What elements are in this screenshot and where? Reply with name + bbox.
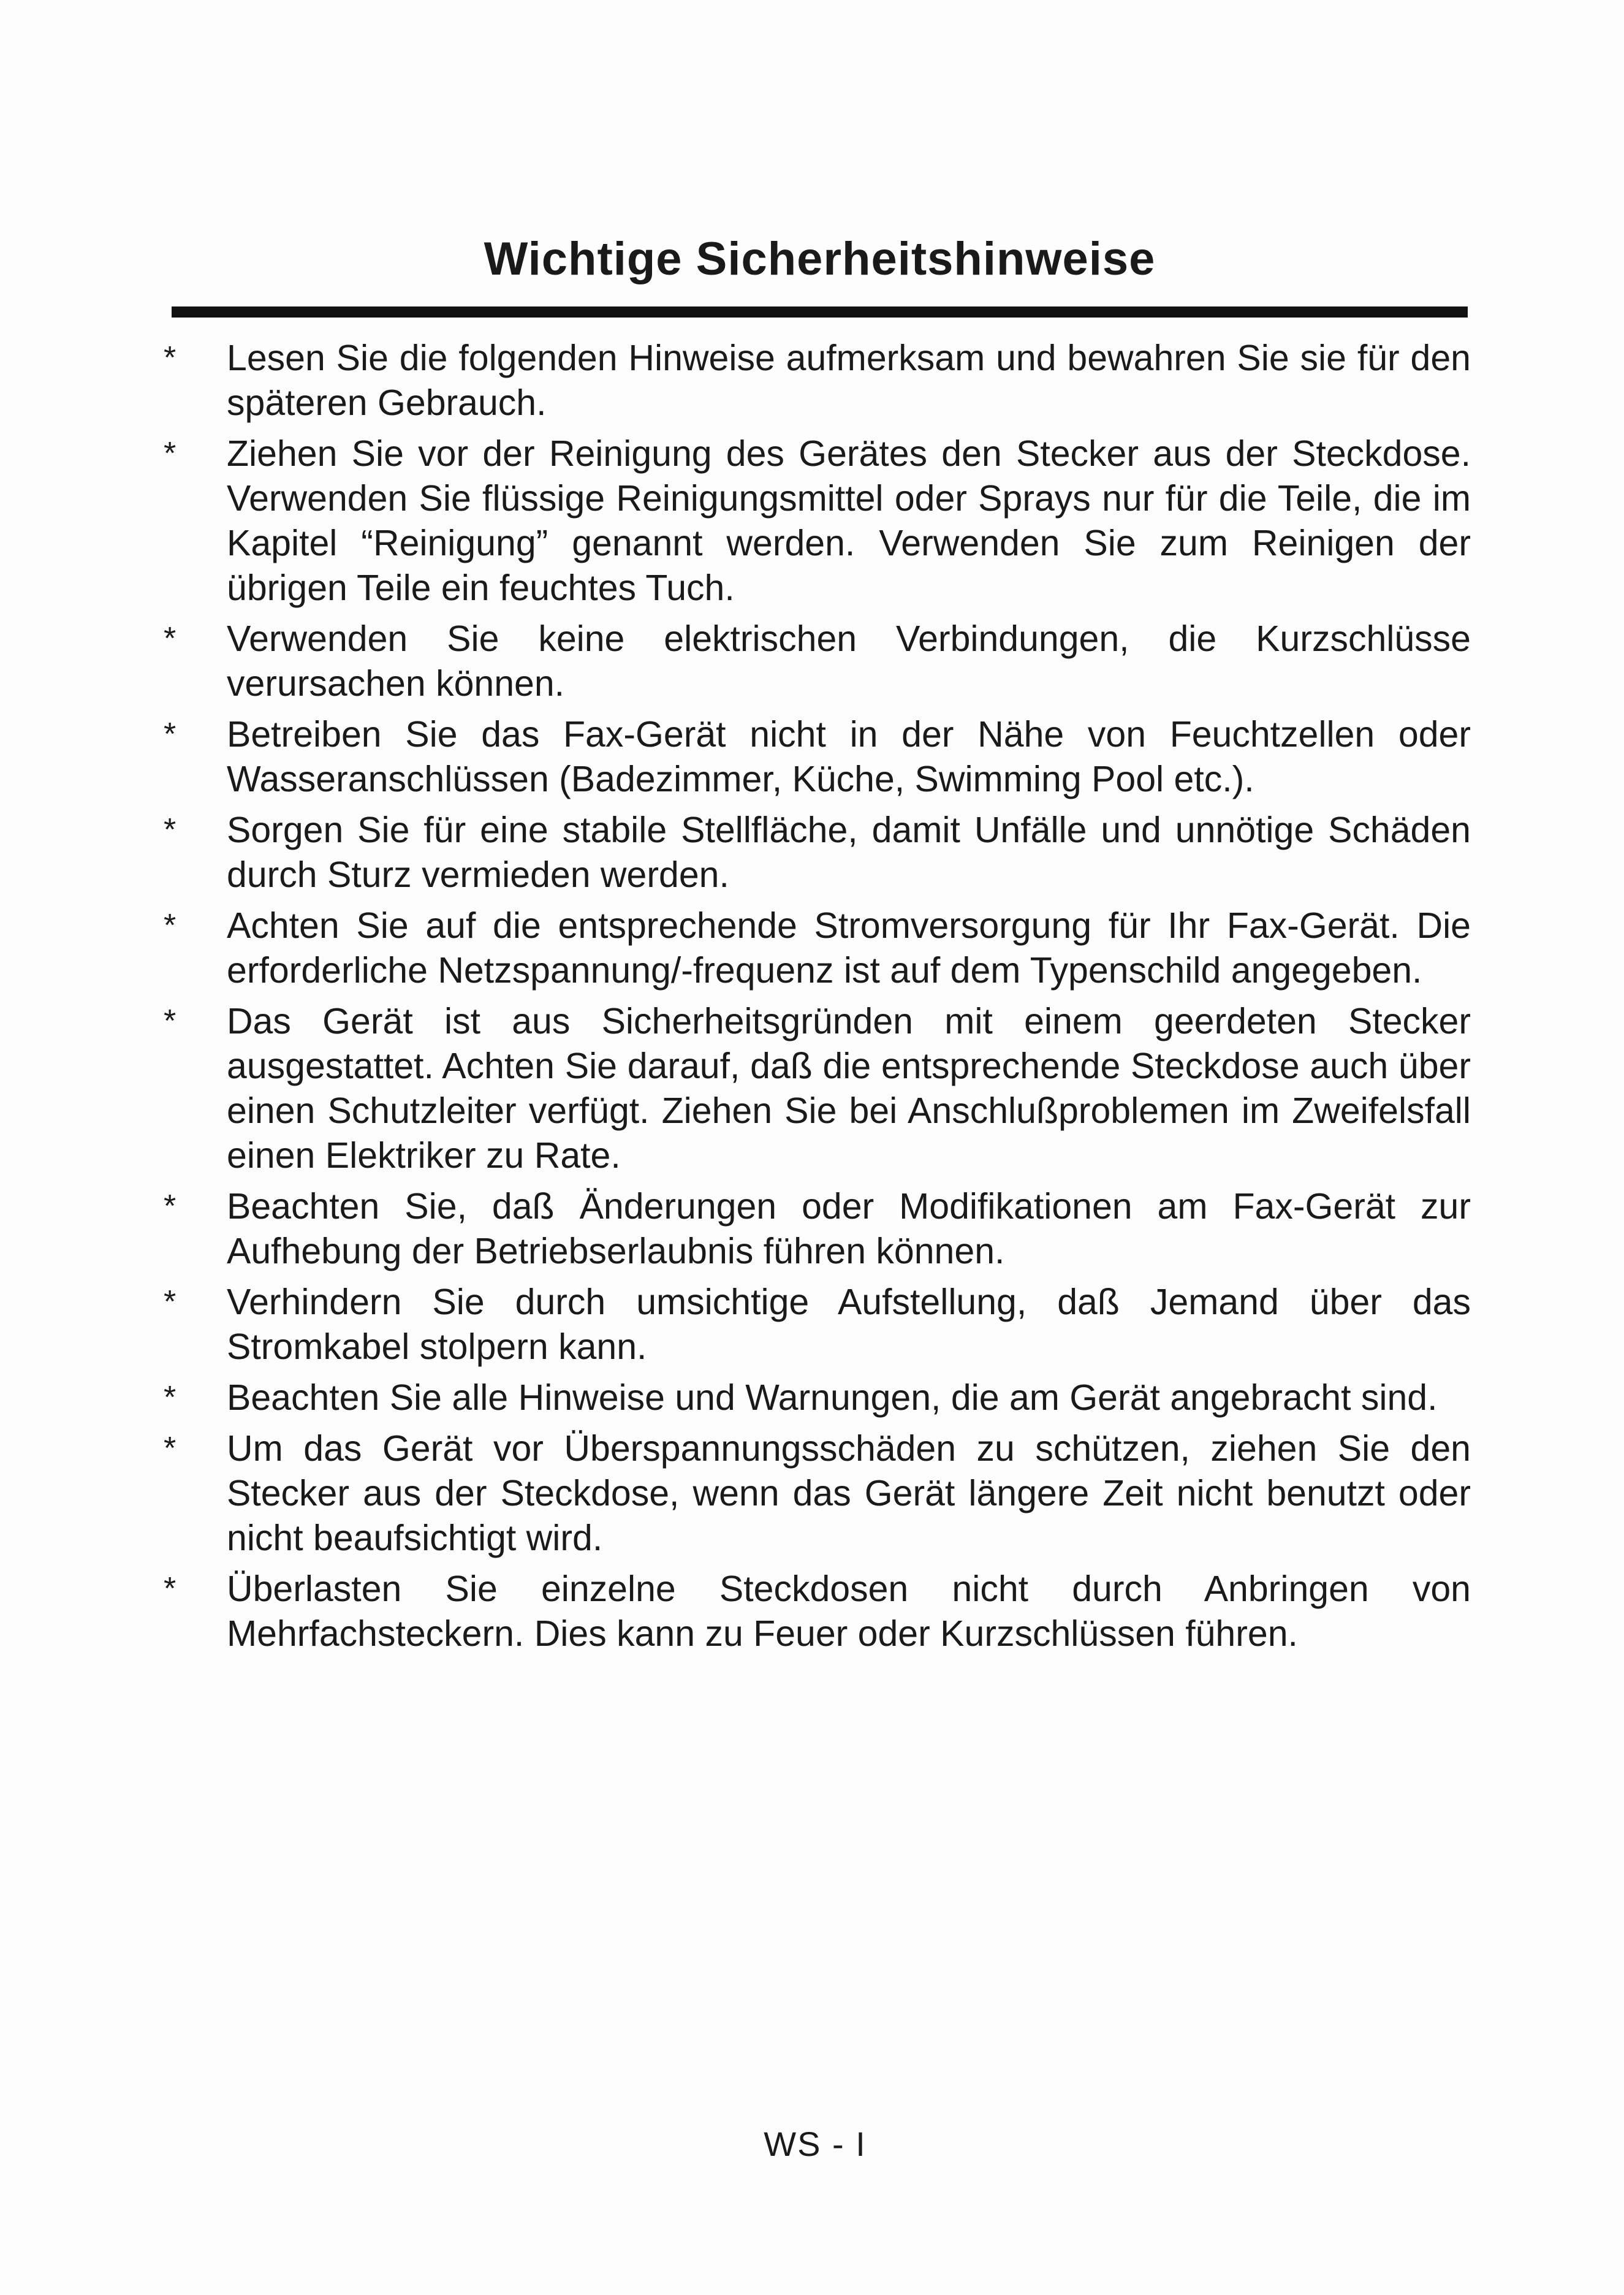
list-item-text: Um das Gerät vor Überspannungsschäden zu schützen, ziehen Sie den Stecker aus der Steckdose, wenn das Gerät längere Zeit nicht benutzt oder nicht beaufsichtigt wird. [227, 1428, 1471, 1558]
asterisk-bullet-icon: * [164, 717, 176, 752]
list-item-text: Das Gerät ist aus Sicherheitsgründen mit einem geerdeten Stecker ausgestattet. Achten Sie darauf, daß die entsprechende Steckdose auch über einen Schutzleiter verfügt. Ziehen Sie bei Anschlußproblemen im Zweifelsfall einen Elektriker zu Rate. [227, 1001, 1471, 1176]
asterisk-bullet-icon: * [164, 908, 176, 943]
list-item [156, 904, 1471, 993]
list-item-text: Verhindern Sie durch umsichtige Aufstellung, daß Jemand über das Stromkabel stolpern kann. [227, 1282, 1471, 1367]
list-item [156, 1376, 1471, 1420]
list-item-text: Beachten Sie, daß Änderungen oder Modifikationen am Fax-Gerät zur Aufhebung der Betriebserlaubnis führen können. [227, 1186, 1471, 1271]
list-item [156, 1184, 1471, 1274]
asterisk-bullet-icon: * [164, 1431, 176, 1466]
page-number: WS - I [764, 2125, 867, 2163]
safety-notes-list [156, 336, 1471, 1662]
asterisk-bullet-icon: * [164, 1189, 176, 1224]
list-item-text: Ziehen Sie vor der Reinigung des Gerätes den Stecker aus der Steckdose. Verwenden Sie flüssige Reinigungsmittel oder Sprays nur für die Teile, die im Kapitel “Reinigung” genannt werden. Verwenden Sie zum Reinigen der übrigen Teile ein feuchtes Tuch. [227, 433, 1471, 608]
asterisk-bullet-icon: * [164, 1003, 176, 1039]
asterisk-bullet-icon: * [164, 621, 176, 657]
list-item-text: Betreiben Sie das Fax-Gerät nicht in der Nähe von Feuchtzellen oder Wasseranschlüssen (Badezimmer, Küche, Swimming Pool etc.). [227, 714, 1471, 799]
list-item [156, 336, 1471, 425]
list-item [156, 808, 1471, 897]
asterisk-bullet-icon: * [164, 1284, 176, 1320]
asterisk-bullet-icon: * [164, 340, 176, 376]
list-item-text: Verwenden Sie keine elektrischen Verbindungen, die Kurzschlüsse verursachen können. [227, 618, 1471, 704]
list-item [156, 999, 1471, 1178]
asterisk-bullet-icon: * [164, 436, 176, 471]
list-item [156, 617, 1471, 706]
asterisk-bullet-icon: * [164, 1380, 176, 1415]
asterisk-bullet-icon: * [164, 812, 176, 848]
title-underline-divider [172, 306, 1468, 318]
list-item-text: Überlasten Sie einzelne Steckdosen nicht durch Anbringen von Mehrfachsteckern. Dies kann zu Feuer oder Kurzschlüssen führen. [227, 1569, 1471, 1654]
list-item [156, 1567, 1471, 1656]
list-item-text: Lesen Sie die folgenden Hinweise aufmerksam und bewahren Sie sie für den späteren Gebrauch. [227, 338, 1471, 423]
page-title: Wichtige Sicherheitshinweise [484, 233, 1156, 285]
list-item-text: Achten Sie auf die entsprechende Stromversorgung für Ihr Fax-Gerät. Die erforderliche Netzspannung/-frequenz ist auf dem Typenschild angegeben. [227, 905, 1471, 991]
list-item [156, 1426, 1471, 1561]
asterisk-bullet-icon: * [164, 1571, 176, 1607]
list-item [156, 432, 1471, 611]
list-item-text: Sorgen Sie für eine stabile Stellfläche, damit Unfälle und unnötige Schäden durch Sturz vermieden werden. [227, 810, 1471, 895]
list-item [156, 1280, 1471, 1369]
list-item [156, 712, 1471, 802]
list-item-text: Beachten Sie alle Hinweise und Warnungen, die am Gerät angebracht sind. [227, 1377, 1438, 1418]
